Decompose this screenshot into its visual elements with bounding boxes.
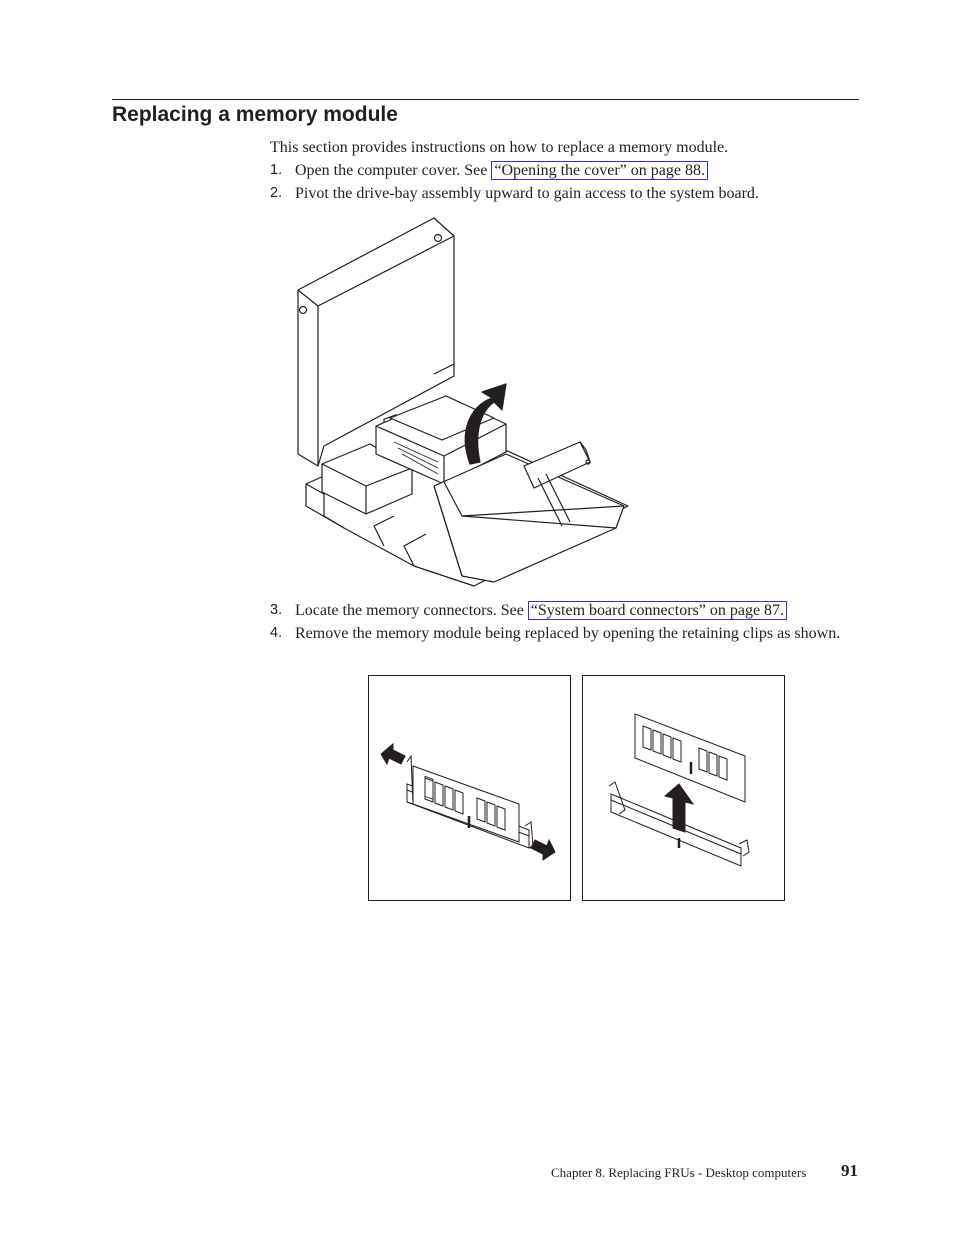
drive-bay-pivot-illustration xyxy=(294,216,634,592)
section-rule xyxy=(112,99,859,100)
footer-chapter: Chapter 8. Replacing FRUs - Desktop computers xyxy=(551,1165,807,1180)
opening-cover-link[interactable]: “Opening the cover” on page 88. xyxy=(491,161,708,180)
step-1 xyxy=(270,161,845,180)
step-3 xyxy=(270,601,845,620)
remove-module-illustration xyxy=(583,676,784,900)
step-number: 4. xyxy=(270,625,283,641)
section-title: Replacing a memory module xyxy=(112,103,398,126)
step-text: Open the computer cover. See xyxy=(295,162,492,179)
step-4 xyxy=(270,624,845,643)
step-2 xyxy=(270,184,845,203)
remove-module-figure xyxy=(582,675,785,901)
intro-paragraph: This section provides instructions on how to replace a memory module. xyxy=(270,139,729,156)
step-text: Remove the memory module being replaced by opening the retaining clips as shown. xyxy=(295,625,841,642)
step-text: Pivot the drive-bay assembly upward to gain access to the system board. xyxy=(295,185,759,202)
page-number: 91 xyxy=(841,1161,858,1180)
open-clips-illustration xyxy=(369,676,570,900)
step-number: 1. xyxy=(270,162,283,178)
system-board-connectors-link[interactable]: “System board connectors” on page 87. xyxy=(528,601,787,620)
open-clips-figure xyxy=(368,675,571,901)
step-number: 2. xyxy=(270,185,283,201)
step-text: Locate the memory connectors. See xyxy=(295,602,528,619)
step-number: 3. xyxy=(270,602,283,618)
